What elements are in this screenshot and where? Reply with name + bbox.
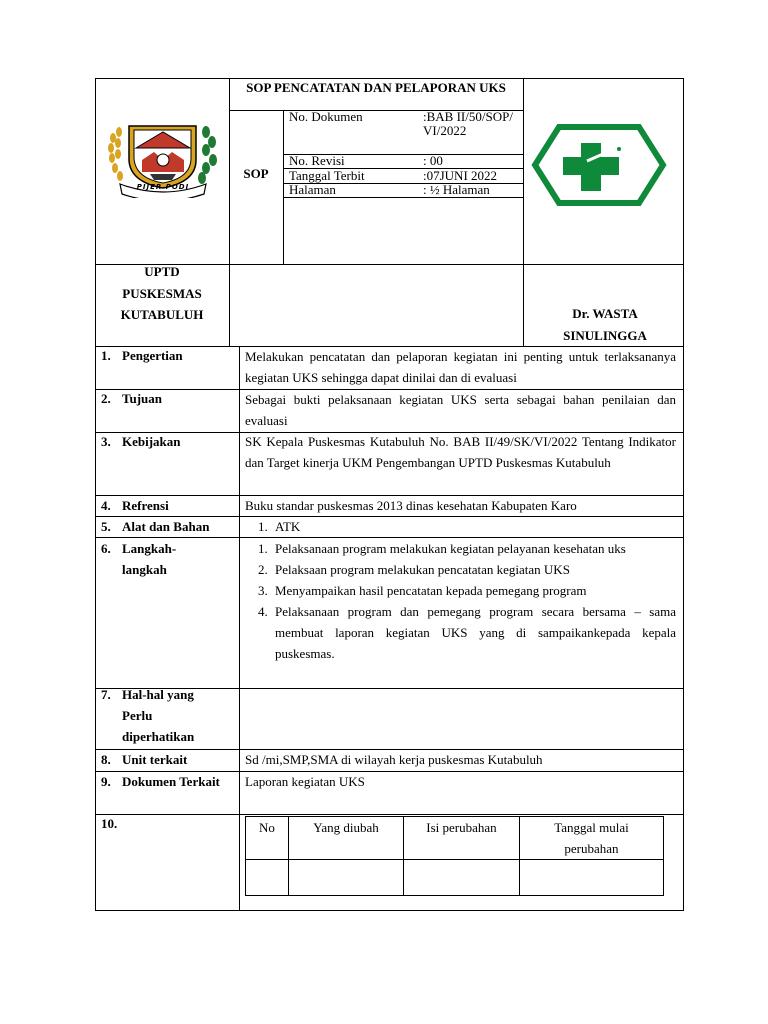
section-3-text: SK Kepala Puskesmas Kutabuluh No. BAB II/49/SK/VI/2022 Tentang Indikator dan Target kinerja UKM Pengembangan UPTD Puskesmas Kutabuluh (245, 434, 676, 470)
row-line-9 (95, 814, 684, 815)
org-name-line-2: PUSKESMAS (122, 286, 202, 301)
section-5-num: 5. (101, 519, 111, 534)
section-8-num: 8. (101, 752, 111, 767)
section-6-label: Langkah-langkah (122, 541, 177, 577)
section-9-label: Dokumen Terkait (122, 774, 220, 789)
org-name-line-1: UPTD (144, 264, 180, 279)
table-row (246, 817, 664, 860)
section-5-list (239, 516, 676, 537)
sop-title: SOP PENCATATAN DAN PELAPORAN UKS (246, 80, 506, 95)
meta-label-dokumen: No. Dokumen (289, 109, 363, 124)
section-2-label: Tujuan (122, 391, 162, 406)
section-10-num: 10. (101, 816, 118, 831)
signatory-name: Dr. WASTA SINULINGGA (563, 306, 647, 343)
section-2-text: Sebagai bukti pelaksanaan kegiatan UKS serta sebagai bahan penilaian dan evaluasi (245, 392, 676, 428)
revision-header-yang-diubah: Yang diubah (289, 817, 404, 860)
revision-cell (246, 860, 289, 896)
revision-cell (289, 860, 404, 896)
meta-value-halaman: : ½ Halaman (423, 182, 490, 197)
revision-header-tanggal: Tanggal mulai perubahan (519, 817, 663, 860)
section-1-label: Pengertian (122, 348, 183, 363)
list-item: 3. Menyampaikan hasil pencatatan kepada pemegang program (271, 580, 676, 601)
section-6-num: 6. (101, 541, 111, 556)
meta-value-dokumen: :BAB II/50/SOP/VI/2022 (423, 109, 513, 138)
list-item: 1. ATK (271, 516, 676, 537)
meta-label-terbit: Tanggal Terbit (289, 168, 365, 183)
regency-seal-logo (102, 118, 224, 198)
list-item: 4. Pelaksanaan program dan pemegang program secara bersama – sama membuat laporan kegiatan UKS yang di sampaikankepada kepala puskesmas. (271, 601, 676, 664)
revision-table (245, 816, 664, 896)
header-divider-right (523, 78, 524, 346)
section-3-label: Kebijakan (122, 434, 181, 449)
meta-label-halaman: Halaman (289, 182, 336, 197)
table-row (246, 860, 664, 896)
list-item: 2. Pelaksaan program melakukan pencatatan kegiatan UKS (271, 559, 676, 580)
section-3-num: 3. (101, 434, 111, 449)
revision-cell (403, 860, 519, 896)
section-4-text: Buku standar puskesmas 2013 dinas kesehatan Kabupaten Karo (245, 498, 577, 513)
meta-line-4 (283, 197, 523, 198)
header-divider-left (229, 78, 230, 346)
section-9-text: Laporan kegiatan UKS (245, 774, 365, 789)
section-1-num: 1. (101, 348, 111, 363)
section-2-num: 2. (101, 391, 111, 406)
revision-header-no: No (246, 817, 289, 860)
section-4-num: 4. (101, 498, 111, 513)
section-4-label: Refrensi (122, 498, 169, 513)
section-6-list (239, 538, 676, 664)
revision-cell (519, 860, 663, 896)
meta-value-terbit: :07JUNI 2022 (423, 168, 498, 183)
section-8-text: Sd /mi,SMP,SMA di wilayah kerja puskesmas Kutabuluh (245, 752, 543, 767)
sop-label: SOP (243, 166, 269, 181)
list-item: 1. Pelaksanaan program melakukan kegiatan pelayanan kesehatan uks (271, 538, 676, 559)
revision-header-isi-perubahan: Isi perubahan (403, 817, 519, 860)
puskesmas-logo (529, 121, 669, 209)
section-7-label: Hal-hal yang Perlu diperhatikan (122, 687, 195, 744)
section-5-label: Alat dan Bahan (122, 519, 210, 534)
section-9-num: 9. (101, 774, 111, 789)
section-8-label: Unit terkait (122, 752, 188, 767)
section-7-num: 7. (101, 687, 111, 702)
sop-col-divider (283, 110, 284, 264)
meta-label-revisi: No. Revisi (289, 153, 345, 168)
seal-ribbon-text: PIJER PODI (136, 183, 190, 191)
meta-value-revisi: : 00 (423, 153, 443, 168)
section-1-text: Melakukan pencatatan dan pelaporan kegiatan ini penting untuk terlaksananya kegiatan UKS sehingga dapat dinilai dan di evaluasi (245, 349, 676, 385)
org-name-line-3: KUTABULUH (120, 307, 204, 322)
